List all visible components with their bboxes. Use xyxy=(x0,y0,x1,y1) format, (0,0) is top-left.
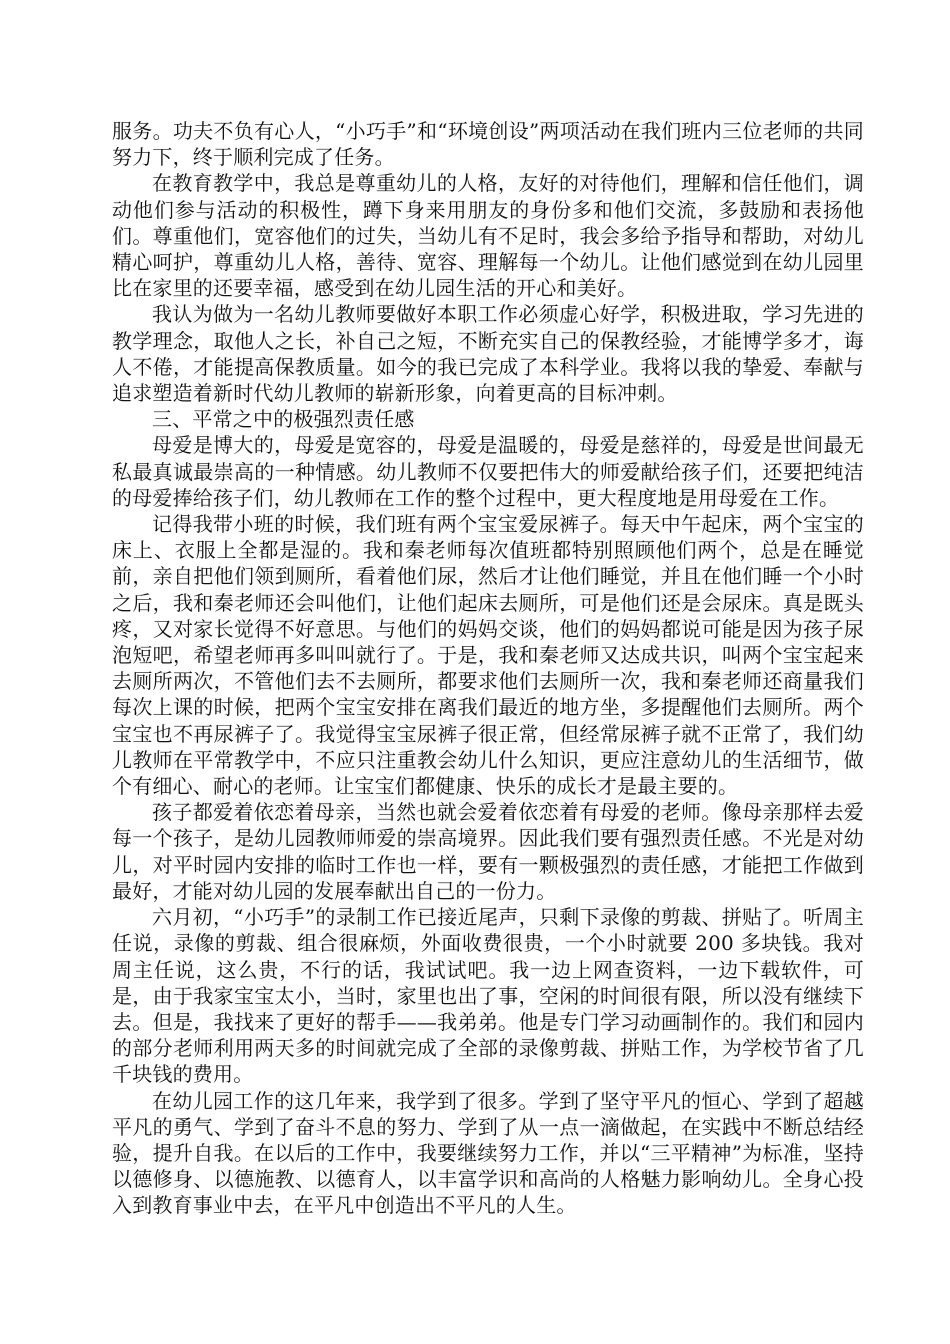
paragraph-maternal-love: 母爱是博大的，母爱是宽容的，母爱是温暖的，母爱是慈祥的，母爱是世间最无私最真诚最崇高的一种情感。幼儿教师不仅要把伟大的师爱献给孩子们，还要把纯洁的母爱捧给孩子们，幼儿教师在工作的整个过程中，更大程度地是用母爱在工作。 xyxy=(112,433,864,510)
paragraph-learning: 我认为做为一名幼儿教师要做好本职工作必须虚心好学，积极进取，学习先进的教学理念，取他人之长，补自己之短，不断充实自己的保教经验，才能博学多才，诲人不倦，才能提高保教质量。如今的我已完成了本科学业。我将以我的挚爱、奉献与追求塑造着新时代幼儿教师的崭新形象，向着更高的目标冲刺。 xyxy=(112,302,864,406)
paragraph-respect-children: 在教育教学中，我总是尊重幼儿的人格，友好的对待他们，理解和信任他们，调动他们参与活动的积极性，蹲下身来用朋友的身份多和他们交流，多鼓励和表扬他们。尊重他们，宽容他们的过失，当幼儿有不足时，我会多给予指导和帮助，对幼儿精心呵护，尊重幼儿人格，善待、宽容、理解每一个幼儿。让他们感觉到在幼儿园里比在家里的还要幸福，感受到在幼儿园生活的开心和美好。 xyxy=(112,171,864,301)
paragraph-small-class-story: 记得我带小班的时候，我们班有两个宝宝爱尿裤子。每天中午起床，两个宝宝的床上、衣服上全都是湿的。我和秦老师每次值班都特别照顾他们两个，总是在睡觉前，亲自把他们领到厕所，看着他们尿，然后才让他们睡觉，并且在他们睡一个小时之后，我和秦老师还会叫他们，让他们起床去厕所，可是他们还是会尿床。真是既头疼，又对家长觉得不好意思。与他们的妈妈交谈，他们的妈妈都说可能是因为孩子尿泡短吧，希望老师再多叫叫就行了。于是，我和秦老师又达成共识，叫两个宝宝起来去厕所两次，不管他们去不去厕所，都要求他们去厕所一次，我和秦老师还商量我们每次上课的时候，把两个宝宝安排在离我们最近的地方坐，多提醒他们去厕所。两个宝宝也不再尿裤子了。我觉得宝宝尿裤子很正常，但经常尿裤子就不正常了，我们幼儿教师在平常教学中，不应只注重教会幼儿什么知识，更应注意幼儿的生活细节，做个有细心、耐心的老师。让宝宝们都健康、快乐的成长才是最主要的。 xyxy=(112,512,864,799)
paragraph-continuation: 服务。功夫不负有心人，“小巧手”和“环境创设”两项活动在我们班内三位老师的共同努力下，终于顺利完成了任务。 xyxy=(112,119,864,170)
paragraph-video-editing: 六月初，“小巧手”的录制工作已接近尾声，只剩下录像的剪裁、拼贴了。听周主任说，录像的剪裁、组合很麻烦，外面收费很贵，一个小时就要 200 多块钱。我对周主任说，这么贵，不行的话，我试试吧。我一边上网查资料，一边下载软件，可是，由于我家宝宝太小，当时，家里也出了事，空闲的时间很有限，所以没有继续下去。但是，我找来了更好的帮手——我弟弟。他是专门学习动画制作的。我们和园内的部分老师利用两天多的时间就完成了全部的录像剪裁、拼贴工作，为学校节省了几千块钱的费用。 xyxy=(112,905,864,1087)
paragraph-children-attachment: 孩子都爱着依恋着母亲，当然也就会爱着依恋着有母爱的老师。像母亲那样去爱每一个孩子，是幼儿园教师师爱的崇高境界。因此我们要有强烈责任感。不光是对幼儿，对平时园内安排的临时工作也一样，要有一颗极强烈的责任感，才能把工作做到最好，才能对幼儿园的发展奉献出自己的一份力。 xyxy=(112,800,864,903)
section-heading-responsibility: 三、平常之中的极强烈责任感 xyxy=(152,407,415,432)
paragraph-conclusion: 在幼儿园工作的这几年来，我学到了很多。学到了坚守平凡的恒心、学到了超越平凡的勇气、学到了奋斗不息的努力、学到了从一点一滴做起，在实践中不断总结经验，提升自我。在以后的工作中，我要继续努力工作，并以“三平精神”为标准，坚持以德修身、以德施教、以德育人，以丰富学识和高尚的人格魅力影响幼儿。全身心投入到教育事业中去，在平凡中创造出不平凡的人生。 xyxy=(112,1088,864,1218)
document-body xyxy=(112,118,864,1219)
